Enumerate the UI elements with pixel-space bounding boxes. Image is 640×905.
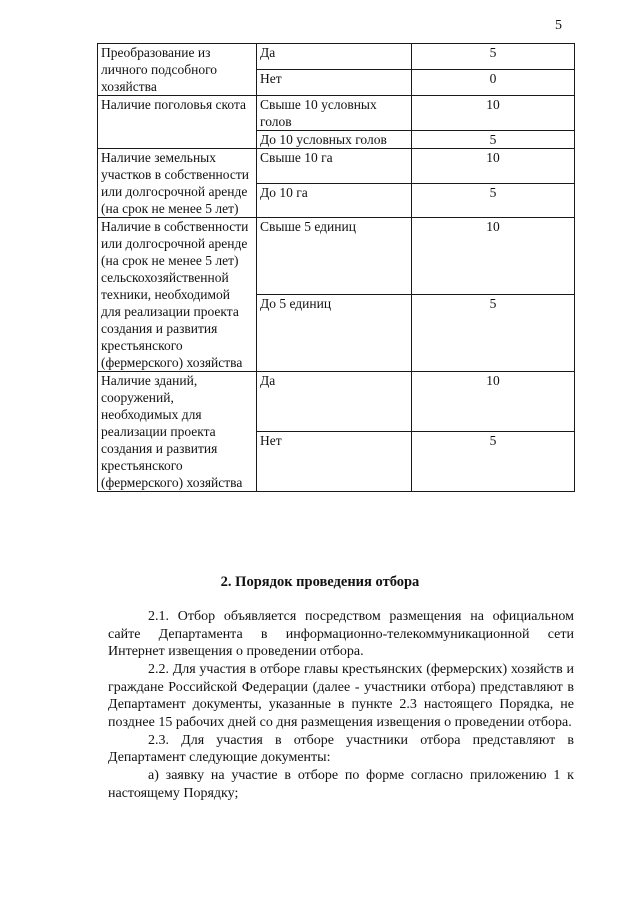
criterion-score: 10 bbox=[412, 218, 575, 295]
criterion-score: 0 bbox=[412, 70, 575, 96]
criterion-name: Наличие в собственности или долгосрочной аренде (на срок не менее 5 лет) сельскохозяйственной техники, необходимой для реализации проекта создания и развития крестьянского (фермерского) хозяйства bbox=[98, 218, 257, 372]
criterion-option: Нет bbox=[257, 432, 412, 492]
table-row bbox=[98, 218, 575, 295]
criterion-score: 5 bbox=[412, 295, 575, 372]
paragraph: 2.3. Для участия в отборе участники отбора представляют в Департамент следующие документы: bbox=[108, 732, 574, 765]
section-body bbox=[108, 608, 574, 802]
criterion-score: 5 bbox=[412, 44, 575, 70]
paragraph: 2.2. Для участия в отборе главы крестьянских (фермерских) хозяйств и граждане Российской Федерации (далее - участники отбора) представляют в Департамент документы, указанные в пункте 2.3 настоящего Порядка, не позднее 15 рабочих дней со дня размещения извещения о проведении отбора. bbox=[108, 662, 574, 730]
criterion-score: 10 bbox=[412, 96, 575, 131]
section-title: 2. Порядок проведения отбора bbox=[220, 574, 420, 590]
criterion-option: Да bbox=[257, 372, 412, 432]
criterion-option: Свыше 10 га bbox=[257, 149, 412, 184]
criteria-table bbox=[97, 43, 575, 492]
criterion-score: 5 bbox=[412, 183, 575, 218]
criterion-option: Нет bbox=[257, 70, 412, 96]
criterion-option: До 5 единиц bbox=[257, 295, 412, 372]
criterion-option: Свыше 5 единиц bbox=[257, 218, 412, 295]
criterion-option: До 10 условных голов bbox=[257, 131, 412, 149]
page-number: 5 bbox=[555, 18, 562, 33]
criterion-score: 5 bbox=[412, 432, 575, 492]
table-row bbox=[98, 96, 575, 131]
criterion-name: Наличие поголовья скота bbox=[98, 96, 257, 149]
criterion-score: 10 bbox=[412, 372, 575, 432]
criterion-option: До 10 га bbox=[257, 183, 412, 218]
paragraph: а) заявку на участие в отборе по форме согласно приложению 1 к настоящему Порядку; bbox=[108, 768, 574, 801]
criterion-name: Преобразование из личного подсобного хозяйства bbox=[98, 44, 257, 96]
table-row bbox=[98, 372, 575, 432]
criterion-score: 5 bbox=[412, 131, 575, 149]
table-row bbox=[98, 149, 575, 184]
criterion-name: Наличие земельных участков в собственности или долгосрочной аренде (на срок не менее 5 лет) bbox=[98, 149, 257, 218]
criterion-option: Свыше 10 условных голов bbox=[257, 96, 412, 131]
table-row bbox=[98, 44, 575, 70]
criterion-option: Да bbox=[257, 44, 412, 70]
criterion-name: Наличие зданий, сооружений, необходимых для реализации проекта создания и развития крестьянского (фермерского) хозяйства bbox=[98, 372, 257, 492]
criterion-score: 10 bbox=[412, 149, 575, 184]
paragraph: 2.1. Отбор объявляется посредством размещения на официальном сайте Департамента в информационно-телекоммуникационной сети Интернет извещения о проведении отбора. bbox=[108, 609, 574, 659]
